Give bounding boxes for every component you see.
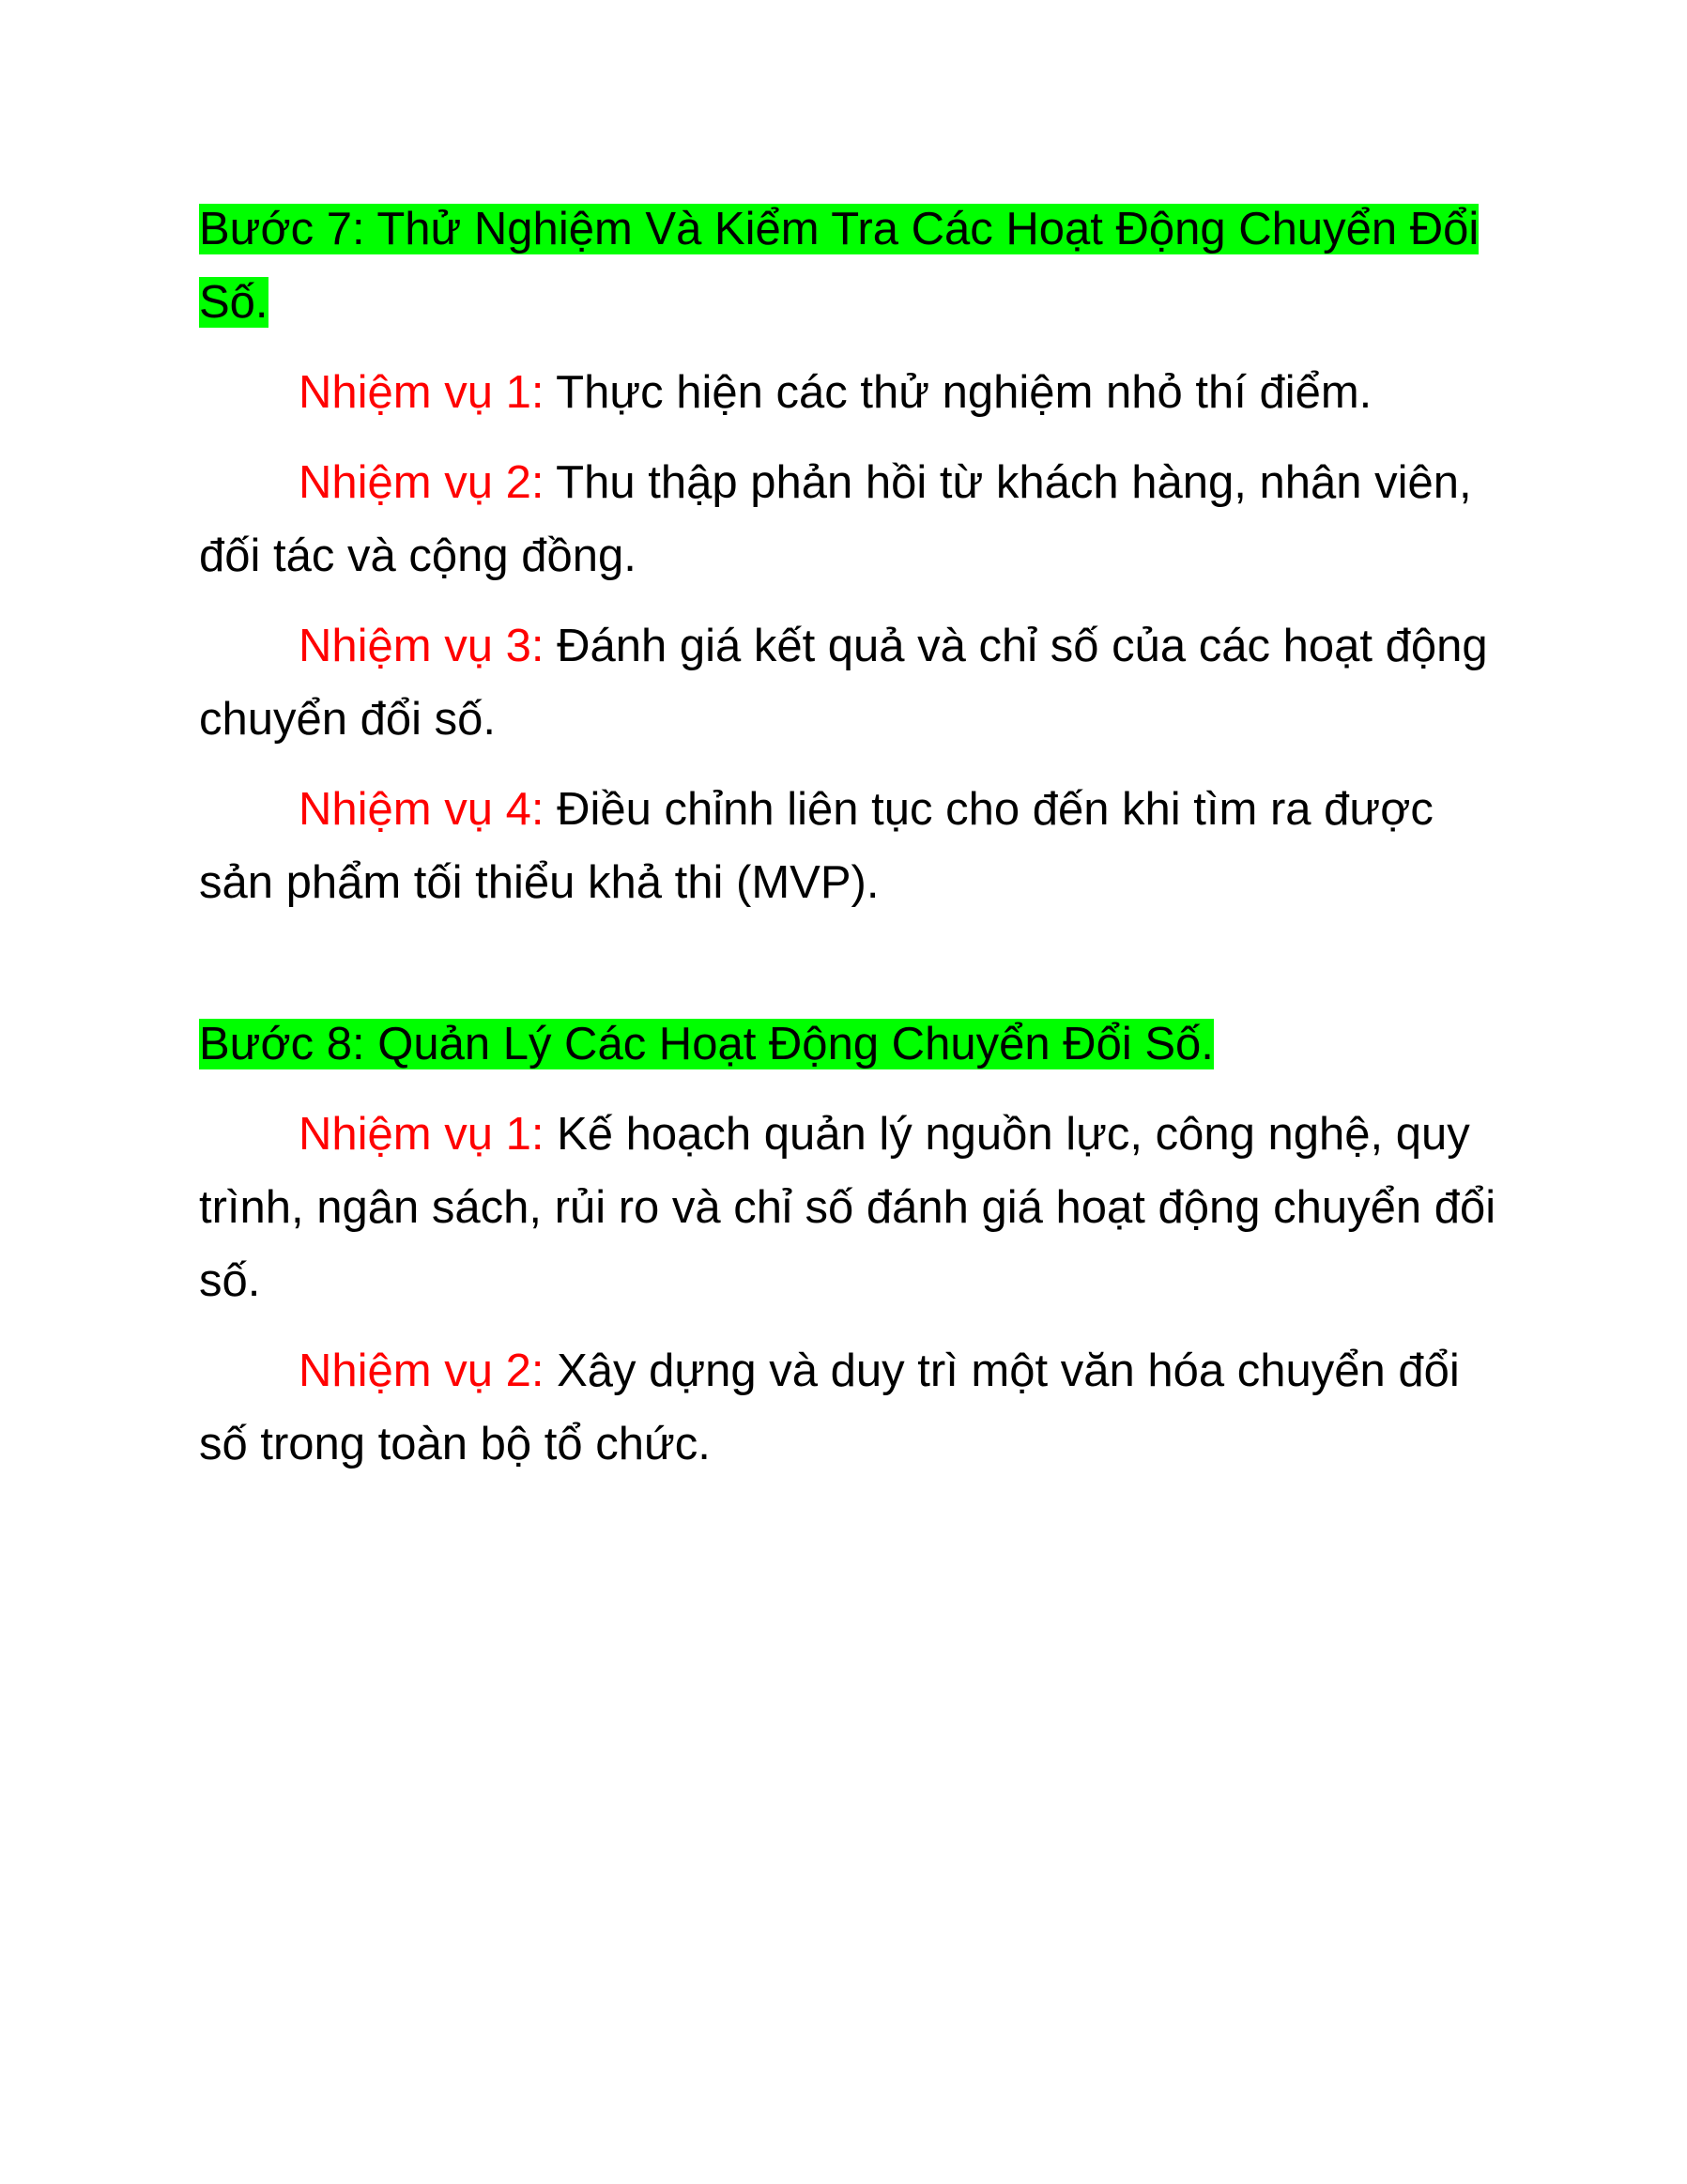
task-text: Thu thập phản hồi từ khách hàng, nhân viên, đối tác và cộng đồng. [199,457,1472,581]
section-heading [199,192,1513,339]
task-label: Nhiệm vụ 1: [299,1109,544,1160]
task-item [199,1098,1513,1317]
section-heading [199,1007,1513,1081]
task-text: Thực hiện các thử nghiệm nhỏ thí điểm. [556,367,1373,418]
task-label: Nhiệm vụ 3: [299,621,544,671]
task-item [199,446,1513,592]
heading-highlight: Bước 7: Thử Nghiệm Và Kiểm Tra Các Hoạt Động Chuyển Đổi Số. [199,204,1480,328]
task-item [199,1334,1513,1481]
task-item [199,609,1513,756]
task-label: Nhiệm vụ 2: [299,1346,544,1396]
heading-highlight: Bước 8: Quản Lý Các Hoạt Động Chuyển Đổi Số. [199,1019,1214,1069]
task-item [199,773,1513,919]
task-text: Xây dựng và duy trì một văn hóa chuyển đổi số trong toàn bộ tổ chức. [199,1346,1460,1469]
task-text: Kế hoạch quản lý nguồn lực, công nghệ, quy trình, ngân sách, rủi ro và chỉ số đánh giá hoạt động chuyển đổi số. [199,1109,1496,1306]
task-text: Đánh giá kết quả và chỉ số của các hoạt động chuyển đổi số. [199,621,1488,745]
section-step-8 [199,1007,1513,1481]
task-item [199,356,1513,429]
task-label: Nhiệm vụ 4: [299,784,544,835]
document-body [199,192,1513,1498]
task-text: Điều chỉnh liên tục cho đến khi tìm ra được sản phẩm tối thiểu khả thi (MVP). [199,784,1434,908]
section-step-7 [199,192,1513,919]
task-label: Nhiệm vụ 2: [299,457,544,508]
task-label: Nhiệm vụ 1: [299,367,544,418]
